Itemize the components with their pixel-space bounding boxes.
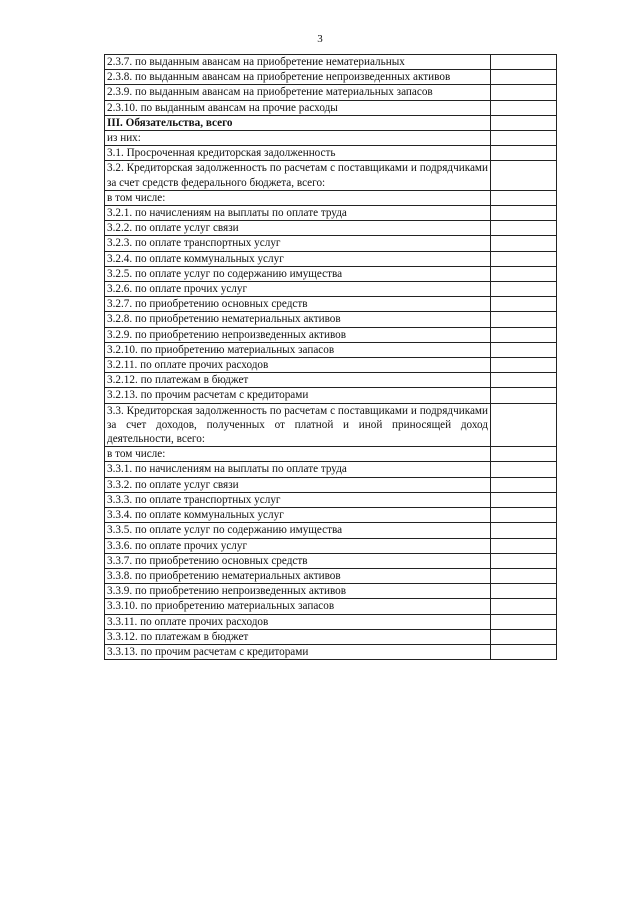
- row-value-cell: [491, 462, 557, 477]
- table-row: [105, 85, 557, 100]
- row-value-cell: [491, 644, 557, 659]
- table-row: [105, 297, 557, 312]
- row-label: 3.3.7. по приобретению основных средств: [105, 553, 491, 568]
- row-label: 3.1. Просроченная кредиторская задолженность: [105, 146, 491, 161]
- row-label: 3.3.2. по оплате услуг связи: [105, 477, 491, 492]
- page-number: 3: [317, 33, 323, 45]
- row-value-cell: [491, 282, 557, 297]
- row-value-cell: [491, 584, 557, 599]
- table-row: [105, 206, 557, 221]
- table-row: [105, 236, 557, 251]
- row-label: 3.2.12. по платежам в бюджет: [105, 373, 491, 388]
- row-label: 3.3.9. по приобретению непроизведенных активов: [105, 584, 491, 599]
- row-value-cell: [491, 599, 557, 614]
- table-row: [105, 342, 557, 357]
- table-row: [105, 190, 557, 205]
- table-row: [105, 266, 557, 281]
- row-label: 3.2.7. по приобретению основных средств: [105, 297, 491, 312]
- row-value-cell: [491, 115, 557, 130]
- row-label: 3.2.3. по оплате транспортных услуг: [105, 236, 491, 251]
- table-row: [105, 644, 557, 659]
- table-row: [105, 492, 557, 507]
- row-value-cell: [491, 70, 557, 85]
- obligations-table: [104, 54, 557, 660]
- row-label: 3.2.10. по приобретению материальных запасов: [105, 342, 491, 357]
- row-label: 3.2.11. по оплате прочих расходов: [105, 358, 491, 373]
- row-value-cell: [491, 358, 557, 373]
- row-value-cell: [491, 266, 557, 281]
- row-label: 2.3.7. по выданным авансам на приобретение нематериальных: [105, 55, 491, 70]
- table-row: [105, 221, 557, 236]
- row-value-cell: [491, 236, 557, 251]
- row-label: 3.3.4. по оплате коммунальных услуг: [105, 508, 491, 523]
- row-label: 3.2.8. по приобретению нематериальных активов: [105, 312, 491, 327]
- row-label: в том числе:: [105, 447, 491, 462]
- row-label: 3.3.6. по оплате прочих услуг: [105, 538, 491, 553]
- row-value-cell: [491, 508, 557, 523]
- table-row: [105, 312, 557, 327]
- row-label: 3.2.5. по оплате услуг по содержанию имущества: [105, 266, 491, 281]
- row-value-cell: [491, 568, 557, 583]
- table-row: [105, 403, 557, 447]
- row-label: III. Обязательства, всего: [105, 115, 491, 130]
- row-label: в том числе:: [105, 190, 491, 205]
- row-value-cell: [491, 131, 557, 146]
- table-row: [105, 161, 557, 190]
- row-value-cell: [491, 327, 557, 342]
- row-label: 3.2.13. по прочим расчетам с кредиторами: [105, 388, 491, 403]
- table-row: [105, 282, 557, 297]
- row-value-cell: [491, 312, 557, 327]
- table-row: [105, 629, 557, 644]
- table-row: [105, 508, 557, 523]
- table-row: [105, 115, 557, 130]
- row-label: 2.3.9. по выданным авансам на приобретение материальных запасов: [105, 85, 491, 100]
- row-value-cell: [491, 251, 557, 266]
- row-value-cell: [491, 146, 557, 161]
- row-value-cell: [491, 190, 557, 205]
- row-label: 3.2.4. по оплате коммунальных услуг: [105, 251, 491, 266]
- table-row: [105, 462, 557, 477]
- row-value-cell: [491, 523, 557, 538]
- row-value-cell: [491, 55, 557, 70]
- row-value-cell: [491, 100, 557, 115]
- table-row: [105, 373, 557, 388]
- table-row: [105, 358, 557, 373]
- row-value-cell: [491, 206, 557, 221]
- row-label: 2.3.8. по выданным авансам на приобретение непроизведенных активов: [105, 70, 491, 85]
- row-value-cell: [491, 614, 557, 629]
- row-value-cell: [491, 629, 557, 644]
- row-value-cell: [491, 161, 557, 190]
- table-row: [105, 599, 557, 614]
- table-row: [105, 523, 557, 538]
- row-label: 3.2.9. по приобретению непроизведенных активов: [105, 327, 491, 342]
- row-value-cell: [491, 388, 557, 403]
- row-label: 3.3.11. по оплате прочих расходов: [105, 614, 491, 629]
- row-label: 3.3.10. по приобретению материальных запасов: [105, 599, 491, 614]
- table-row: [105, 538, 557, 553]
- table-row: [105, 55, 557, 70]
- table-row: [105, 251, 557, 266]
- row-value-cell: [491, 85, 557, 100]
- table-row: [105, 477, 557, 492]
- row-value-cell: [491, 447, 557, 462]
- row-label: 3.3.12. по платежам в бюджет: [105, 629, 491, 644]
- table-row: [105, 568, 557, 583]
- row-value-cell: [491, 492, 557, 507]
- table-row: [105, 447, 557, 462]
- row-label: 3.3.1. по начислениям на выплаты по оплате труда: [105, 462, 491, 477]
- table-row: [105, 146, 557, 161]
- row-label: 3.3.3. по оплате транспортных услуг: [105, 492, 491, 507]
- row-label: 3.3.5. по оплате услуг по содержанию имущества: [105, 523, 491, 538]
- row-value-cell: [491, 553, 557, 568]
- row-label: 3.2.2. по оплате услуг связи: [105, 221, 491, 236]
- row-label: 2.3.10. по выданным авансам на прочие расходы: [105, 100, 491, 115]
- row-label: 3.2.6. по оплате прочих услуг: [105, 282, 491, 297]
- row-value-cell: [491, 477, 557, 492]
- table-row: [105, 388, 557, 403]
- row-label: 3.2.1. по начислениям на выплаты по оплате труда: [105, 206, 491, 221]
- row-label: из них:: [105, 131, 491, 146]
- row-value-cell: [491, 221, 557, 236]
- table-row: [105, 131, 557, 146]
- row-label: 3.3.13. по прочим расчетам с кредиторами: [105, 644, 491, 659]
- table-row: [105, 327, 557, 342]
- row-value-cell: [491, 342, 557, 357]
- row-label: 3.3. Кредиторская задолженность по расчетам с поставщиками и подрядчиками за счет доходов, полученных от платной и иной приносящей доход деятельности, всего:: [105, 403, 491, 447]
- table-row: [105, 70, 557, 85]
- row-label: 3.3.8. по приобретению нематериальных активов: [105, 568, 491, 583]
- row-value-cell: [491, 297, 557, 312]
- row-value-cell: [491, 373, 557, 388]
- row-label: 3.2. Кредиторская задолженность по расчетам с поставщиками и подрядчиками за счет средств федерального бюджета, всего:: [105, 161, 491, 190]
- row-value-cell: [491, 538, 557, 553]
- table-row: [105, 584, 557, 599]
- row-value-cell: [491, 403, 557, 447]
- table-body: [105, 55, 557, 660]
- table-row: [105, 100, 557, 115]
- table-row: [105, 614, 557, 629]
- table-row: [105, 553, 557, 568]
